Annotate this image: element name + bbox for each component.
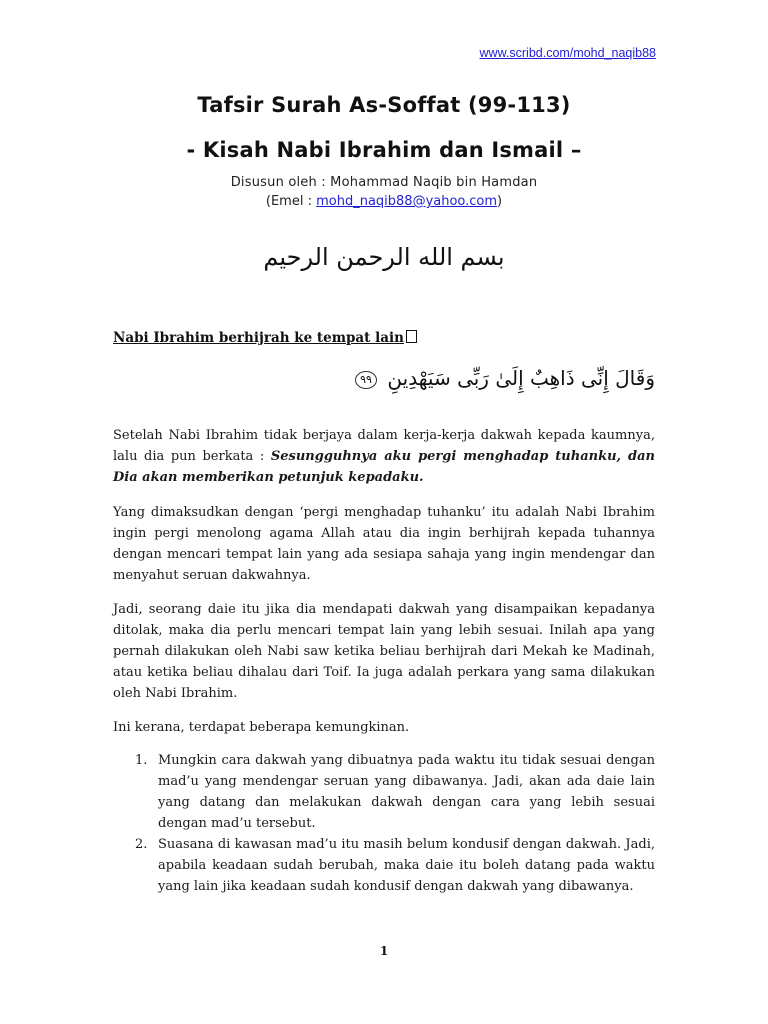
- paragraph-1-emphasis: Sesungguhnya aku pergi menghadap tuhanku, dan Dia akan memberikan petunjuk kepadaku.: [113, 449, 656, 485]
- paragraph-2: Yang dimaksudkan dengan ‘pergi menghadap tuhanku’ itu adalah Nabi Ibrahim ingin pergi menolong agama Allah atau dia ingin berhijrah kepada tuhannya dengan mencari tempat lain yang ada sesiapa sahaja yang ingin mendengar dan menyahut seruan dakwahnya.: [113, 505, 655, 583]
- email-link[interactable]: mohd_naqib88@yahoo.com: [316, 194, 498, 209]
- scribd-link[interactable]: www.scribd.com/mohd_naqib88: [479, 46, 656, 60]
- paragraph-1: [113, 425, 655, 488]
- missing-glyph-box-icon: [406, 330, 417, 343]
- email-prefix: (Emel :: [265, 194, 317, 209]
- paragraph-4: Ini kerana, terdapat beberapa kemungkinan.: [113, 720, 410, 735]
- email-suffix: ): [497, 194, 503, 209]
- email-line: [0, 194, 768, 209]
- verse-number-marker: ٩٩: [355, 371, 377, 389]
- list-item-number: 1.: [135, 753, 148, 768]
- quran-verse-text: وَقَالَ إِنِّى ذَاهِبٌ إِلَىٰ رَبِّى سَيَهْدِينِ: [387, 366, 655, 390]
- section-heading-text: Nabi Ibrahim berhijrah ke tempat lain: [113, 330, 404, 346]
- list-item-number: 2.: [135, 837, 148, 852]
- basmalah: بسم الله الرحمن الرحيم: [263, 243, 505, 271]
- list-item: [113, 750, 655, 834]
- numbered-list: [113, 750, 655, 897]
- document-subtitle: - Kisah Nabi Ibrahim dan Ismail –: [186, 138, 582, 162]
- paragraph-1-text: Setelah Nabi Ibrahim tidak berjaya dalam kerja-kerja dakwah kepada kaumnya, lalu dia pun berkata :: [113, 428, 655, 464]
- document-title: Tafsir Surah As-Soffat (99-113): [197, 93, 571, 117]
- author-line: Disusun oleh : Mohammad Naqib bin Hamdan: [230, 175, 538, 190]
- list-item-text: Suasana di kawasan mad’u itu masih belum kondusif dengan dakwah. Jadi, apabila keadaan sudah berubah, maka daie itu boleh datang pada waktu yang lain jika keadaan sudah kondusif dengan dakwah yang dibawanya.: [158, 837, 655, 894]
- list-item-text: Mungkin cara dakwah yang dibuatnya pada waktu itu tidak sesuai dengan mad’u yang mendengar seruan yang dibawanya. Jadi, akan ada daie lain yang datang dan melakukan dakwah dengan cara yang lebih sesuai dengan mad’u tersebut.: [158, 753, 655, 831]
- section-heading: [113, 330, 417, 346]
- list-item: [113, 834, 655, 897]
- page-number: 1: [379, 944, 389, 958]
- paragraph-3: Jadi, seorang daie itu jika dia mendapati dakwah yang disampaikan kepadanya ditolak, maka dia perlu mencari tempat lain yang lebih sesuai. Inilah apa yang pernah dilakukan oleh Nabi saw ketika beliau berhijrah dari Mekah ke Madinah, atau ketika beliau dihalau dari Toif. Ia juga adalah perkara yang sama dilakukan oleh Nabi Ibrahim.: [113, 602, 655, 701]
- quran-verse: [355, 366, 655, 390]
